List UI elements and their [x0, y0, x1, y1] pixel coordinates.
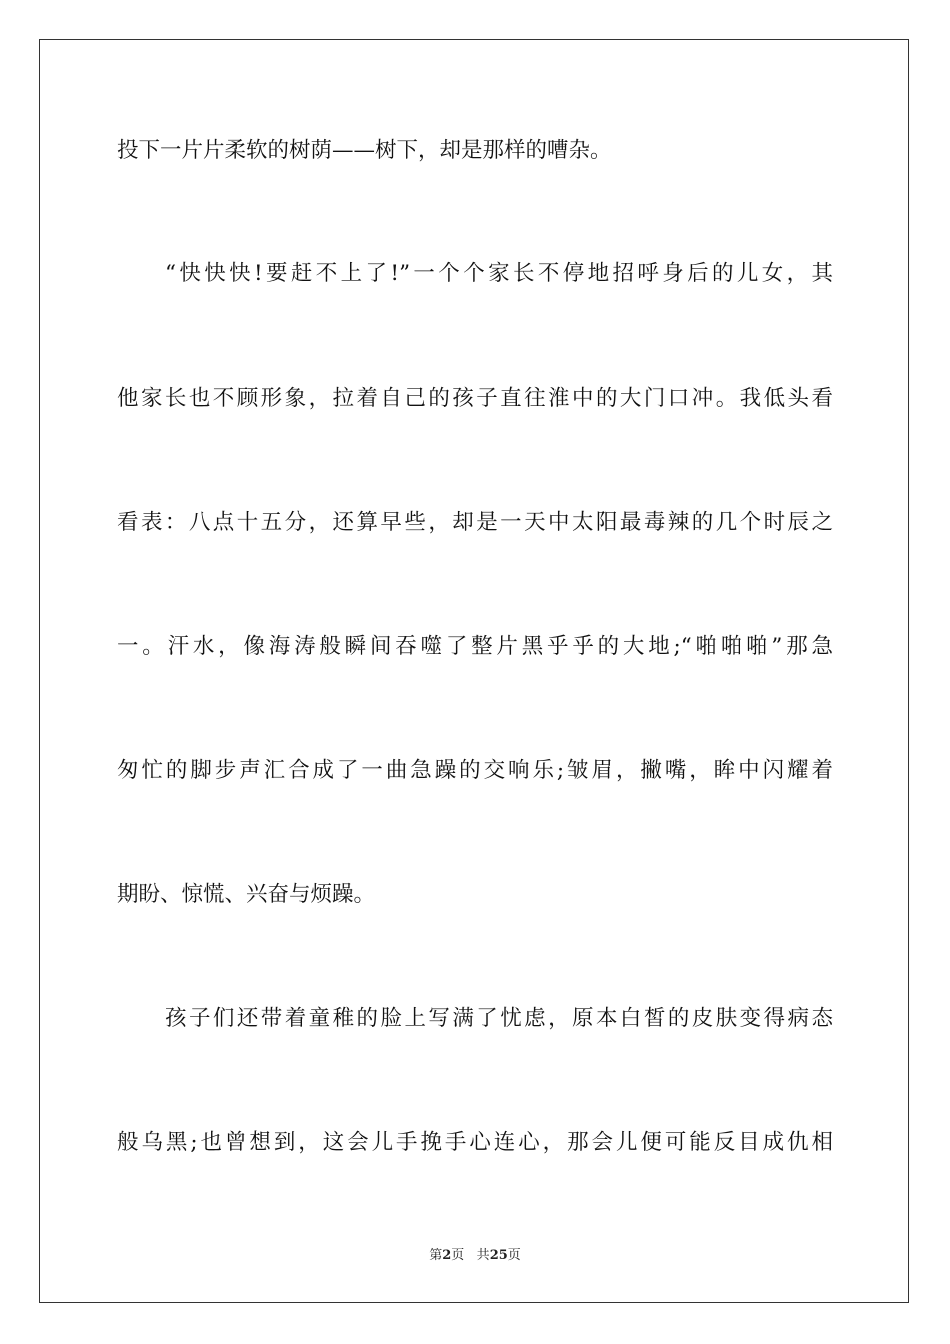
- text-line-3: 他家长也不顾形象，拉着自己的孩子直往淮中的大门口冲。我低头看: [117, 386, 833, 411]
- text-line-1: 投下一片片柔软的树荫——树下，却是那样的嘈杂。: [117, 138, 612, 163]
- text-line-8: 孩子们还带着童稚的脸上写满了忧虑，原本白皙的皮肤变得病态: [165, 1006, 833, 1031]
- page-suffix: 页: [451, 1248, 465, 1263]
- page-prefix: 第: [429, 1248, 443, 1263]
- text-line-5: 一。汗水，像海涛般瞬间吞噬了整片黑乎乎的大地;“啪啪啪”那急: [117, 634, 833, 659]
- page-number: 2: [442, 1248, 452, 1263]
- text-line-9: 般乌黑;也曾想到，这会儿手挽手心连心，那会儿便可能反目成仇相: [117, 1130, 833, 1155]
- page-border: [39, 39, 909, 1303]
- total-suffix: 页: [507, 1248, 521, 1263]
- total-prefix: 共: [476, 1248, 490, 1263]
- text-line-7: 期盼、惊慌、兴奋与烦躁。: [117, 882, 376, 907]
- page-footer: [0, 1244, 950, 1263]
- text-line-4: 看表：八点十五分，还算早些，却是一天中太阳最毒辣的几个时辰之: [117, 510, 833, 535]
- text-line-6: 匆忙的脚步声汇合成了一曲急躁的交响乐;皱眉，撇嘴，眸中闪耀着: [117, 758, 833, 783]
- total-pages: 25: [489, 1248, 508, 1263]
- text-line-2: “快快快!要赶不上了!”一个个家长不停地招呼身后的儿女，其: [165, 261, 833, 286]
